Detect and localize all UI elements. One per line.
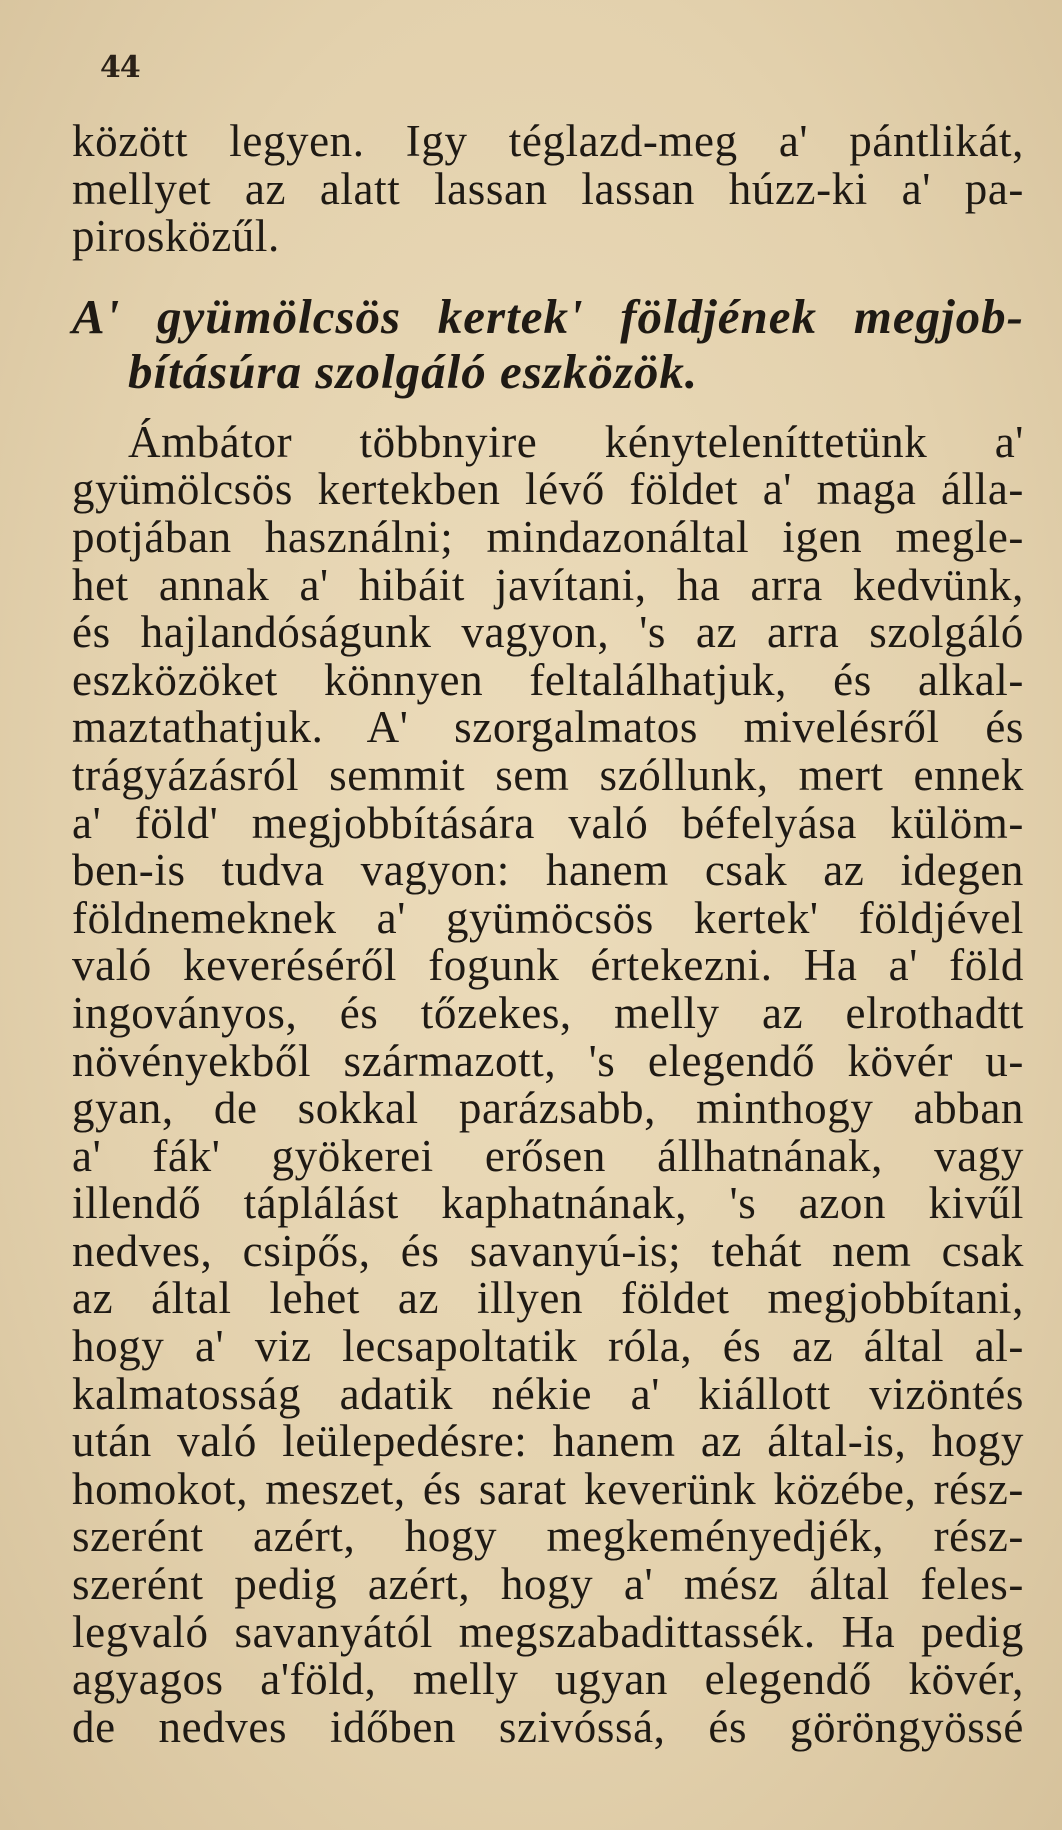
text-line: mellyet az alatt lassan lassan húzz-ki a' pa- xyxy=(72,163,1024,214)
text-line: gyümölcsös kertekben lévő földet a' maga álla- xyxy=(72,464,1024,515)
text-line: ben-is tudva vagyon: hanem csak az idegen xyxy=(72,845,1024,896)
page-number: 44 xyxy=(100,50,140,85)
text-line: potjában használni; mindazonáltal igen megle- xyxy=(72,511,1024,562)
text-line: a' fák' gyökerei erősen állhatnának, vagy xyxy=(72,1130,1024,1181)
text-line: de nedves időben szivóssá, és göröngyössé xyxy=(72,1701,1024,1752)
text-line: való keveréséről fogunk értekezni. Ha a' föld xyxy=(72,940,1024,991)
text-line: után való leülepedésre: hanem az által-is, hogy xyxy=(72,1416,1024,1467)
text-line: kalmatosság adatik nékie a' kiállott vizöntés xyxy=(72,1368,1024,1419)
text-line: hogy a' viz lecsapoltatik róla, és az által al- xyxy=(72,1321,1024,1372)
text-line: agyagos a'föld, melly ugyan elegendő kövér, xyxy=(72,1654,1024,1705)
text-line: trágyázásról semmit sem szóllunk, mert ennek xyxy=(72,749,1024,800)
text-line: illendő táplálást kaphatnának, 's azon kivűl xyxy=(72,1178,1024,1229)
text-line: legvaló savanyától megszabadittassék. Ha pedig xyxy=(72,1606,1024,1657)
page-text xyxy=(72,118,1024,1751)
text-line: és hajlandóságunk vagyon, 's az arra szolgáló xyxy=(72,607,1024,658)
body-paragraph xyxy=(72,416,1024,1752)
text-line: között legyen. Igy téglazd-meg a' pántlikát, xyxy=(72,116,1024,166)
text-line: nedves, csipős, és savanyú-is; tehát nem csak xyxy=(72,1225,1024,1276)
heading-line: bításúra szolgáló eszközök. xyxy=(128,343,699,399)
text-line: pirosközűl. xyxy=(72,211,280,262)
text-line: szerént pedig azért, hogy a' mész által feles- xyxy=(72,1559,1024,1610)
text-line: növényekből származott, 's elegendő kövér u- xyxy=(72,1035,1024,1086)
text-line: földnemeknek a' gyümöcsös kertek' földjével xyxy=(72,892,1024,943)
text-line: gyan, de sokkal parázsabb, minthogy abban xyxy=(72,1083,1024,1134)
text-line: maztathatjuk. A' szorgalmatos mivelésről és xyxy=(72,702,1024,753)
section-heading xyxy=(72,289,1024,399)
text-line: Ámbátor többnyire kényteleníttetünk a' xyxy=(128,416,1024,467)
text-line: szerént azért, hogy megkeményedjék, rész- xyxy=(72,1511,1024,1562)
intro-paragraph xyxy=(72,118,1024,261)
text-line: eszközöket könnyen feltalálhatjuk, és alkal- xyxy=(72,654,1024,705)
text-line: homokot, meszet, és sarat keverünk közébe, rész- xyxy=(72,1463,1024,1514)
text-line: a' föld' megjobbítására való béfelyása külöm- xyxy=(72,797,1024,848)
heading-line: A' gyümölcsös kertek' földjének megjob- xyxy=(72,288,1024,344)
text-line: ingoványos, és tőzekes, melly az elrothadtt xyxy=(72,987,1024,1038)
text-line: het annak a' hibáit javítani, ha arra kedvünk, xyxy=(72,559,1024,610)
text-line: az által lehet az illyen földet megjobbítani, xyxy=(72,1273,1024,1324)
